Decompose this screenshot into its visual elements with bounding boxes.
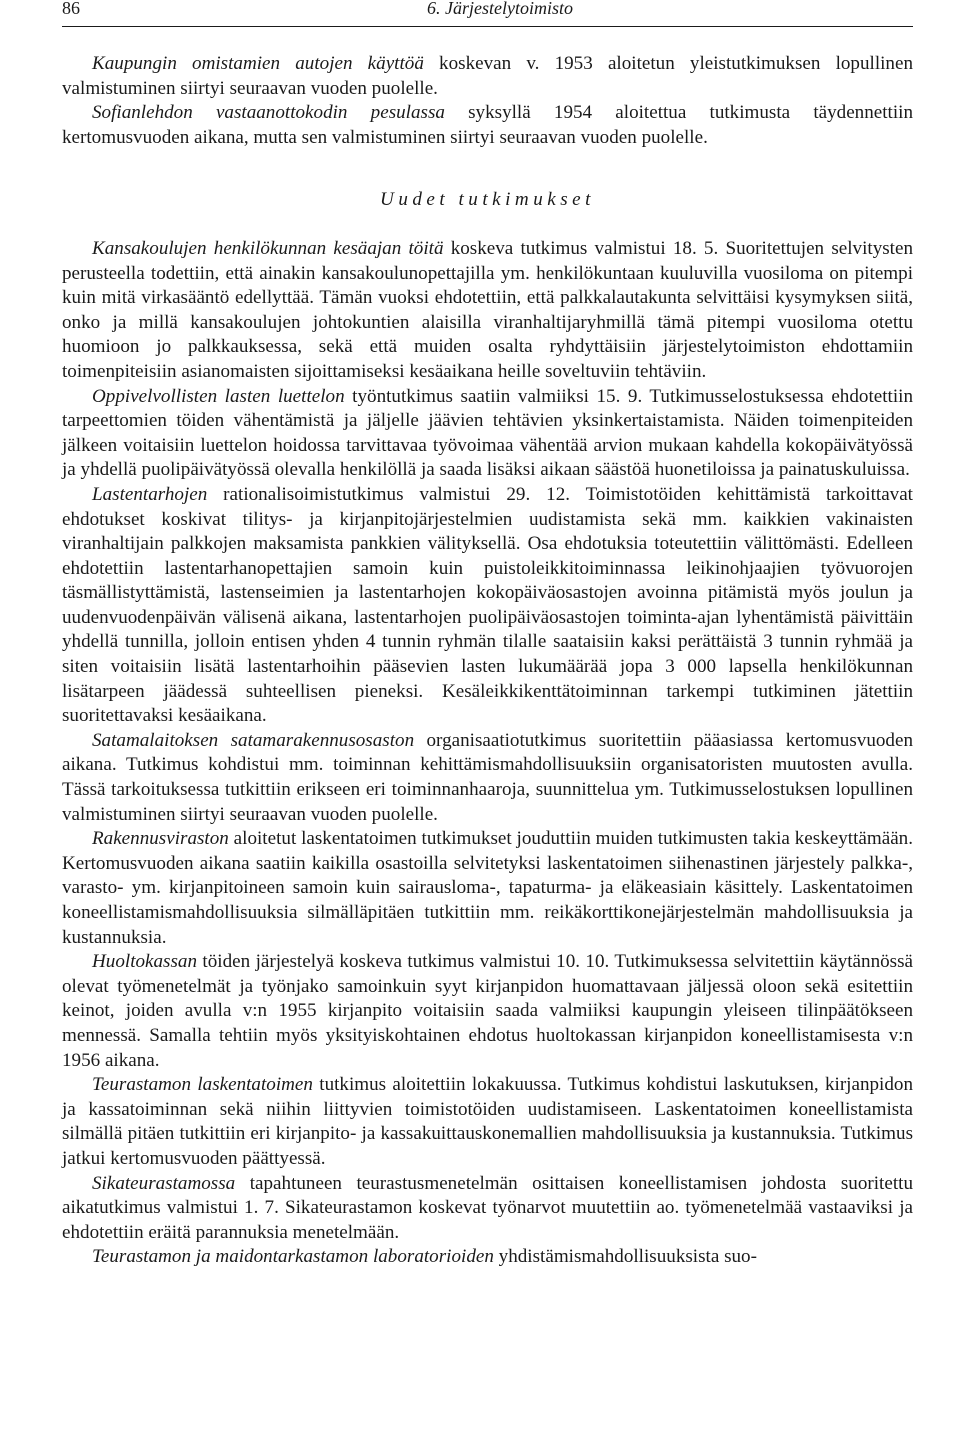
paragraph-lead: Sofianlehdon vastaanottokodin pesulassa [92,102,445,124]
page-number: 86 [62,0,80,18]
paragraph [62,101,913,150]
paragraph [62,237,913,385]
paragraph-text: rationalisoimistutkimus valmistui 29. 12. Toimistotöiden kehittämistä tarkoittavat ehdotukset koskivat tilitys- ja kirjanpitojärjestelmien uudistamista sekä mm. kaikkien vakinaisten viranhaltijain palkkojen maksamista pankkien välityksellä. Osa ehdotuksia toteutettiin välittömästi. Edelleen ehdotettiin lastentarhanopettajien samoin kuin puistoleikkitoiminnassa leikinohjaajien työvuorojen täsmällistyttämistä, lastenseimien ja lastentarhojen kokopäiväosastojen avoinna pitämistä myös joulun ja uudenvuodenpäivän välisenä aikana, lastentarhojen puolipäiväosastojen toiminta-ajan lyhentämistä päivittäin yhdellä tunnilla, jolloin entisen yhden 4 tunnin ryhmän tilalle saataisiin kaksi perättäistä 3 tunnin ryhmää ja siten voitaisiin lisätä lastentarhoihin pääsevien lasten lukumäärää jopa 3 000 lapsella henkilökunnan lisätarpeen jäädessä suhteellisen pieneksi. Kesäleikkikenttätoiminnan tarkempi tutkiminen jätettiin suoritettavaksi kesäaikana. [62,483,913,727]
paragraph-lead: Kaupungin omistamien autojen käyttöä [92,53,424,74]
paragraph [62,52,913,101]
paragraph-text: työntutkimus saatiin valmiiksi 15. 9. Tutkimusselostuksessa ehdotettiin tarpeettomien töiden vähentämistä ja jäljelle jäävien tehtävien yksinkertaistamista. Näiden toimenpiteiden jälkeen voitaisiin luettelon hoidossa tarvittavaa työvoimaa vähentää arvion mukaan kahdella kokopäivätyössä ja yhdellä puolipäivätyössä olevalla henkilöllä ja saada lisäksi aikaan säästöä huonetiloissa ja painatuskuluissa. [62,385,913,481]
page-header [62,0,913,27]
paragraph [62,729,913,827]
paragraph-lead: Rakennusviraston [92,828,229,850]
paragraph-text: syksyllä 1954 aloitettua tutkimusta täydennettiin kertomusvuoden aikana, mutta sen valmistuminen siirtyi seuraavan vuoden puolelle. [62,102,914,148]
paragraph-lead: Teurastamon ja maidontarkastamon laboratorioiden [92,1246,494,1268]
paragraph [62,1245,913,1270]
page-body [62,52,913,1270]
paragraph-text: yhdistämismahdollisuuksista suo- [493,1246,757,1268]
paragraph [62,385,913,483]
paragraph-text: aloitetut laskentatoimen tutkimukset jouduttiin muiden tutkimusten takia keskeyttämään. Kertomusvuoden aikana saatiin kaikilla osastoilla selvitetyksi laskentatoimen siihenastinen järjestely palkka-, varasto- ym. kirjanpitoineen samoin kuin sairausloma-, tapaturma- ja eläkeasiain käsittely. Laskentatoimen koneellistamismahdollisuuksia silmälläpitäen tutkittiin mm. reikäkorttikonejärjestelmän mahdollisuuksia ja kustannuksia. [62,828,913,948]
paragraph-lead: Huoltokassan [92,951,198,973]
paragraph-lead: Lastentarhojen [92,483,208,505]
paragraph-lead: Satamalaitoksen satamarakennusosaston [92,729,415,751]
paragraph-text: tutkimus aloitettiin lokakuussa. Tutkimus kohdistui laskutuksen, kirjanpidon ja kassatoiminnan sekä niihin liittyvien toimistotöiden uudistamiseen. Laskentatoimen koneellistamista silmällä pitäen tutkittiin eri kirjanpito- ja kassakuittauskonemallien mahdollisuuksia ja kustannuksia. Tutkimus jatkui kertomusvuoden päättyessä. [62,1074,913,1169]
paragraph [62,1073,913,1171]
paragraph-text: tapahtuneen teurastusmenetelmän osittaisen koneellistamisen johdosta suoritettu aikatutkimus valmistui 1. 7. Sikateurastamon koskevat työnarvot muutettiin ao. työmenetelmää vastaaviksi ja ehdotettiin eräitä parannuksia menetelmään. [62,1172,913,1243]
paragraph-text: töiden järjestelyä koskeva tutkimus valmistui 10. 10. Tutkimuksessa selvitettiin käytännössä olevat työmenetelmät ja työnjako samoinkuin syyt kirjanpidon huomattavaan jäljessä oloon sekä esitettiin keinot, joiden avulla v:n 1955 kirjanpito voitaisiin saada valmiiksi kaupungin yleiseen tilinpäätökseen mennessä. Samalla tehtiin myös yksityiskohtainen ehdotus huoltokassan kirjanpidon koneellistamisesta v:n 1956 aikana. [62,951,913,1071]
paragraph-text: organisaatiotutkimus suoritettiin pääasiassa kertomusvuoden aikana. Tutkimus kohdistui mm. toiminnan kehittämismahdollisuuksiin organisatoristen muutosten avulla. Tässä tarkoituksessa tutkittiin erikseen eri toiminnanhaaroja, suunnittelua ym. Tutkimusselostuksen lopullinen valmistuminen siirtyi seuraavan vuoden puolelle. [62,729,913,825]
paragraph-lead: Oppivelvollisten lasten luettelon [92,385,345,407]
paragraph [62,1172,913,1246]
paragraph-lead: Teurastamon laskentatoimen [92,1074,313,1096]
section-heading: Uudet tutkimukset [380,189,595,211]
paragraph-text: koskevan v. 1953 aloitetun yleistutkimuksen lopullinen valmistuminen siirtyi seuraavan vuoden puolelle. [62,53,913,99]
paragraph-lead: Sikateurastamossa [92,1172,236,1194]
paragraph [62,827,913,950]
running-title: 6. Järjestelytoimisto [427,0,573,18]
paragraph [62,483,913,729]
paragraph [62,950,913,1073]
paragraph-text: koskeva tutkimus valmistui 18. 5. Suoritettujen selvitysten perusteella todettiin, että ainakin kansakoulunopettajilla ym. henkilökuntaan kuuluvilla vuosiloma on pitempi kuin mitä virkasääntö edellyttää. Tämän vuoksi ehdotettiin, että palkkalautakunta selvittäisi kysymyksen siitä, onko ja millä kansakoulujen johtokuntien alaisilla viranhaltijaryhmillä tämä pitempi vuosiloma otettu huomioon jo palkkauksessa, sekä että muiden osalta ryhdyttäisiin järjestelytoimiston ehdottamiin toimenpiteisiin asianomaisten sijoittamiseksi kesäaikana heille soveltuviin tehtäviin. [62,237,913,382]
paragraph-lead: Kansakoulujen henkilökunnan kesäajan töitä [92,237,444,259]
